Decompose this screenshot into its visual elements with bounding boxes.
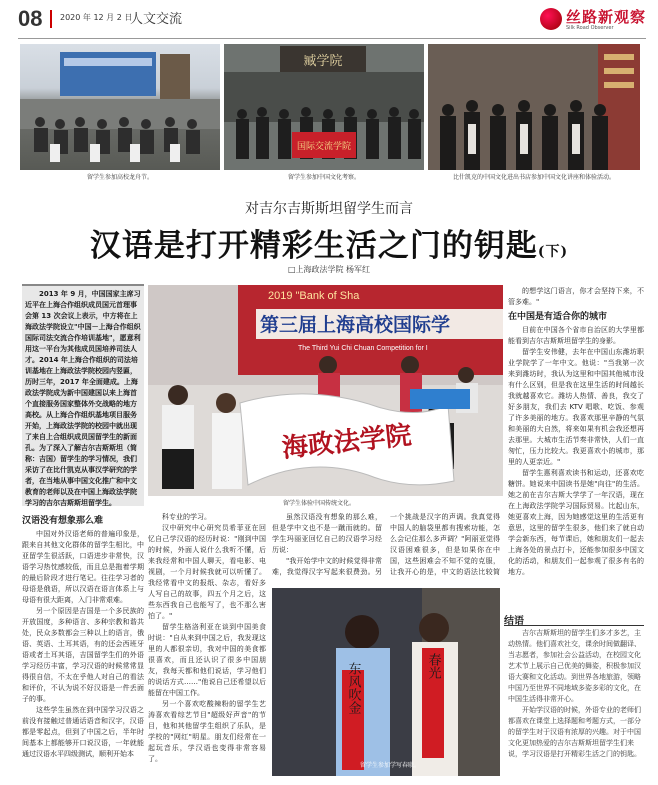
column-4 <box>508 286 644 604</box>
photo-bookstore-lecture <box>428 44 640 170</box>
photo-culture-tour <box>224 44 424 170</box>
flag-text: 海政法学院 <box>280 420 414 464</box>
article-title-part: (下) <box>537 244 569 260</box>
col2-para-2: 汉中研究中心研究员希菲亚在回忆自己学汉语的经历时说："刚到中国的时候，外面人说什么我听不懂，后来我经常和中国人聊天，看电影、电视剧，一个月时候我就可以听懂了。我经常看中文的报纸、杂志，看好多人写自己的故事，四五个月之后，这些东西我自己也能写了，也不那么害怕了。" <box>148 524 266 620</box>
col4-para-3: 留学生安伟健，去年在中国山东潍坊职业学院学了一年中文。他说："当我第一次来到潍坊时，我认为这里和中国其他城市没有什么区别，但是我在这里生活的时间越长我就越喜欢它。潍坊人热情、善良，我交了好多朋友，我们去 KTV 唱歌、吃饭、参观了许多美丽的地方。我喜欢那里辛静的气氛和美丽的大自然，将来如果有机会我还想再去那里。大城市生活节奏非常快，人们一直匆忙，压力比较大。我更喜欢小的城市，那里的人更亲近。" <box>508 348 644 466</box>
col2-para-1: 科专业的学习。 <box>162 513 211 521</box>
photo-culture-tour-art <box>224 44 424 170</box>
caption-tai-chi: 留学生体验中国传统文化。 <box>283 500 356 507</box>
col3-para-2: "我开始学中文的时候觉得非常难，我觉得汉字写起来很费劲。另一个挑战是汉字的声调。我真觉得中国人的脑袋里都有搜索功能，怎么会记住那么多声调？"阿丽亚觉得汉语困难很多，但是如果你在中国，这些困难会不知不觉的克服，让我开心的是，中文的语法比较简 <box>272 513 500 576</box>
heading-city: 在中国是有适合你的城市 <box>508 312 608 322</box>
column-3 <box>272 512 500 584</box>
issue-date: 2020 年 12 月 2 日 <box>60 13 133 22</box>
plaque-text: 臧学院 <box>303 54 343 69</box>
caption-bookstore: 比什凯克的中国文化进出书店参加中国文化讲座和体验活动。 <box>452 174 615 181</box>
conclusion-heading: 结语 <box>504 616 524 627</box>
couplet-right-text: 春光 <box>425 653 441 679</box>
conclusion-para-1: 吉尔吉斯斯坦的留学生们多才多艺，主动热情。他们喜欢社交，课余时间做翻译、当志愿者，参加社会公益活动，在校园文化艺术节上展示自己优美的舞姿，积极参加汉语大赛和文化活动。到世界各地旅游，领略中国乃至世界不同地域多姿多彩的文化，在中国生活得非常开心。 <box>508 629 641 703</box>
photo-bookstore-art <box>428 44 640 170</box>
photo-dragon-boat-art <box>20 44 220 170</box>
caption-culture-tour: 留学生参加中国文化考察。 <box>287 174 360 181</box>
logo-subtitle: Silk Road Observer <box>566 25 614 31</box>
page-number: 08 <box>18 6 43 31</box>
caption-couplets: 留学生参加学写春联。 <box>359 762 420 769</box>
col2-para-4: 另一个喜欢吃酸辣粉的留学生艺涛喜欢看综艺节目"超级好声音"的节目，他和其他留学生组织了乐队，是学校的"网红"明星。朋友们经常在一起玩音乐，学汉语也变得非常容易了。 <box>148 700 266 763</box>
col3-para-1: 虽然汉语没有想象的那么难，但是学中文也不是一蹴而就的。留学生玛丽亚回忆自己的汉语学习经历说： <box>272 513 382 554</box>
column-2 <box>148 512 266 782</box>
conclusion-para-2: 开始学汉语的时候，外语专业的老师们都喜欢在课堂上选择题和考题方式，一部分的留学生对于汉语有浓厚的兴趣。对于中国文化更加热爱的吉尔吉斯斯坦留学生们来说，学习汉语是打开精彩生活之门的钥匙。 <box>508 706 641 758</box>
photo-spring-couplets <box>272 588 500 776</box>
byline: □上海政法学院 杨军红 <box>287 265 371 274</box>
caption-dragon-boat: 留学生参加高校龙舟节。 <box>86 174 153 181</box>
col1-para-2: 另一个原因是吉国是一个多民族的开放国度，多种语言、多种宗教和谐共处，民众多数都会三种以上的语言，俄语、英语、土耳其语，有的还会西班牙语或者土耳其语，吉国留学生们的外语学习经历丰富，学习汉语的时候常常显得很自信，不太在乎他人对自己的看法和评价，不认为说不好汉语是一件丢面子的事。 <box>22 607 144 703</box>
newspaper-logo <box>540 6 650 36</box>
couplet-left-text: 东风吹金 <box>345 662 361 714</box>
col4-para-4: 留学生惠利喜欢读书和运动，还喜欢吃糖饼。她说来中国读书是她"向往"的生活。她之前在吉尔吉斯大学学了一年汉语，现在在上海政法学院学习国际贸易。比起山东，她更喜欢上海，因为她感觉这里的生活更有意思，这里的留学生很多，他们来了就自动学会新东西，每节课后，她和朋友们一起去上海各处的景点打卡，还能参加很多中国文化的活动，和朋友们一起参观了很多有名的地方。 <box>508 469 644 576</box>
banner-line-3: The Third Yui Chi Chuan Competition for I <box>298 345 428 352</box>
logo-text: 丝路新观察 <box>566 8 647 26</box>
col2-para-3: 留学生格洛利亚在谈到中国美食时说："自从来到中国之后，我发现这里的人都很亲切，我对中国的美食都很喜欢，而且还认识了很多中国朋友，我每天都和他们说话，学习他们的说话方式……"他说自己还希望以后能留在中国工作。 <box>148 623 266 697</box>
header-divider <box>50 10 52 28</box>
banner-line-2: 第三届上海高校国际学 <box>260 314 451 336</box>
photo-tai-chi-art <box>148 285 503 496</box>
photo-spring-couplets-art <box>272 588 500 776</box>
photo-dragon-boat <box>20 44 220 170</box>
heading-not-so-hard: 汉语没有想象那么难 <box>22 516 104 526</box>
page-header <box>0 0 658 40</box>
banner-sign-text: 国际交流学院 <box>296 142 352 152</box>
article-title <box>0 220 658 265</box>
conclusion-text <box>508 628 644 778</box>
column-1 <box>22 512 144 782</box>
col4-para-1: 的想学这门语言，你才会坚持下来，不管多难。" <box>508 287 644 306</box>
article-title-main: 汉语是打开精彩生活之门的钥匙 <box>89 228 538 264</box>
photo-tai-chi <box>148 285 503 496</box>
intro-box <box>22 284 144 506</box>
logo-icon <box>540 8 562 30</box>
article-subtitle: 对吉尔吉斯斯坦留学生而言 <box>245 201 413 217</box>
intro-text: 2013 年 9 月，中国国家主席习近平在上海合作组织成员国元首理事会第 13 次会议上表示，中方将在上海政法学院设立"中国－上海合作组织国际司法交流合作培训基地"，愿意利用这一平台为其他成员国培养司法人才。2014 年上海合作组织的司法培训基地在上海政法学院校园内竖匾，历时三年，2017 年全面建成。上海政法学院成为新中国建国以来上海首个直接服务国家整体外交战略的地方高校。从上海合作组织基地项目服务开始，上海政法学院的校园中就出现了来自上合组织成员国留学生的新面孔。为了深入了解吉尔吉斯斯坦（简称：吉国）留学生的学习情况，我们采访了在比什凯克从事汉学研究的学者，在当地从事中国文化推广和中文教育的老师以及在中国上海政法学院学习的吉尔吉斯斯坦留学生。 <box>25 290 141 507</box>
conclusion-heading-bar <box>504 609 644 626</box>
banner-line-1: 2019 "Bank of Sha <box>268 290 360 302</box>
col1-para-1: 中国对外汉语老师的普遍印象是，跟来自其他文化群体的留学生相比，中亚留学生很活跃，口语进步非常快，汉语学习热忱感较低，而且总是拖着学期的最后阶段才进行笔记。往往学习者的母语是俄语，所以汉语在语言体系上与母语有很大距离，入门非常艰难。 <box>22 530 144 604</box>
section-name: 人文交流 <box>130 12 183 27</box>
col1-para-3: 这些学生虽然在到中国学习汉语之前没有接触过普通话语音和汉字，汉语都是零起点，但到了中国之后，半年时间基本上都能够开口说汉语，一年就能通过汉语水平四级测试，顺利开始本 <box>22 706 144 758</box>
col4-para-2: 目前在中国各个省市自治区的大学里都能看到吉尔吉斯斯坦留学生的身影。 <box>508 326 644 345</box>
header-rule <box>18 38 646 39</box>
